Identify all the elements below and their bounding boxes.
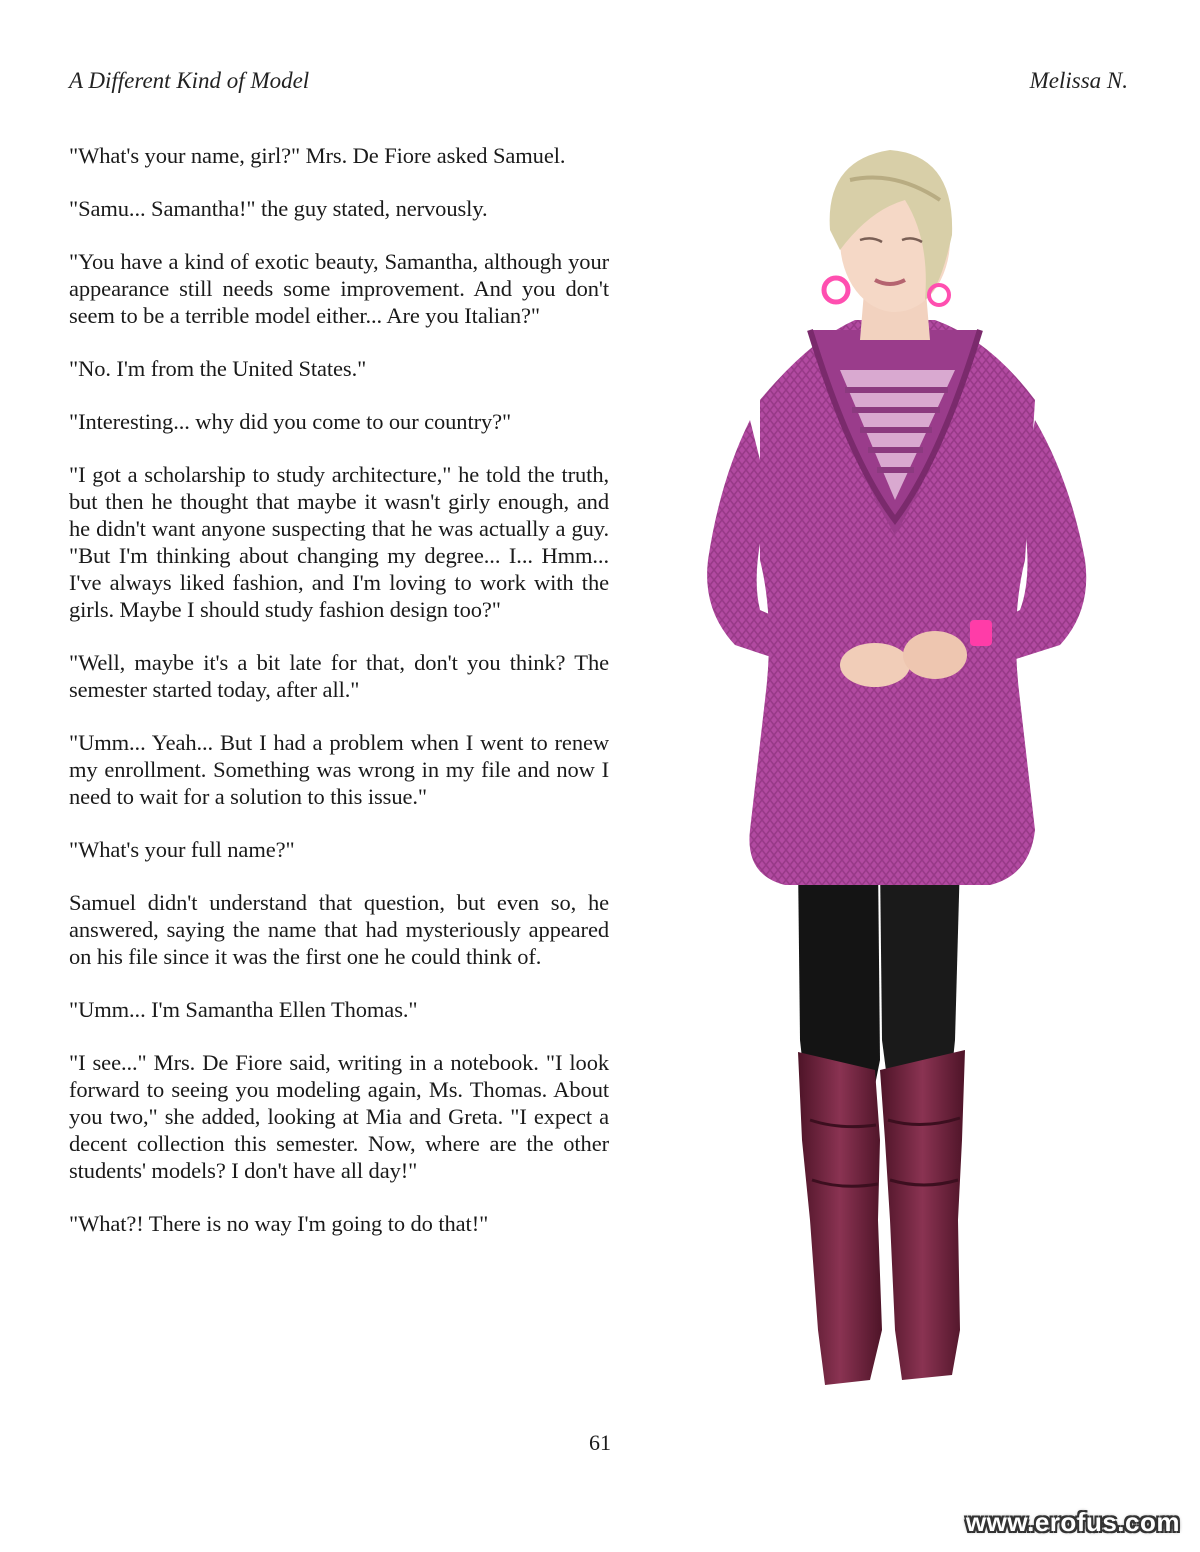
story-text — [69, 142, 609, 1237]
paragraph: "I see..." Mrs. De Fiore said, writing in a notebook. "I look forward to seeing you modeling again, Ms. Thomas. About you two," she added, looking at Mia and Greta. "I expect a decent collection this semester. Now, where are the other students' models? I don't have all day!" — [69, 1050, 609, 1183]
paragraph: "Umm... I'm Samantha Ellen Thomas." — [69, 997, 418, 1022]
paragraph: "Well, maybe it's a bit late for that, don't you think? The semester started today, after all." — [69, 650, 609, 702]
paragraph: "What's your name, girl?" Mrs. De Fiore asked Samuel. — [69, 143, 566, 168]
site-watermark: www.erofus.com — [965, 1507, 1180, 1537]
paragraph: "Interesting... why did you come to our country?" — [69, 409, 512, 434]
paragraph: "Samu... Samantha!" the guy stated, nervously. — [69, 196, 488, 221]
paragraph: "I got a scholarship to study architecture," he told the truth, but then he thought that maybe it wasn't girly enough, and he didn't want anyone suspecting that he was actually a guy. "But I'm thinking about changing my degree... I... Hmm... I've always liked fashion, and I'm loving to work with the girls. Maybe I should study fashion design too?" — [69, 462, 609, 622]
book-title: A Different Kind of Model — [69, 68, 310, 93]
paragraph: "Umm... Yeah... But I had a problem when I went to renew my enrollment. Something was wrong in my file and now I need to wait for a solution to this issue." — [69, 730, 609, 809]
author-name: Melissa N. — [1029, 68, 1128, 93]
character-illustration — [690, 140, 1120, 1390]
paragraph: "What?! There is no way I'm going to do that!" — [69, 1211, 489, 1236]
earring — [824, 278, 848, 302]
paragraph: "No. I'm from the United States." — [69, 356, 367, 381]
paragraph: Samuel didn't understand that question, but even so, he answered, saying the name that had mysteriously appeared on his file since it was the first one he could think of. — [69, 890, 609, 969]
boots — [798, 1050, 965, 1385]
page-number: 61 — [589, 1430, 611, 1455]
head — [824, 150, 952, 340]
sweater-dress — [749, 320, 1035, 885]
paragraph: "You have a kind of exotic beauty, Samantha, although your appearance still needs some improvement. And you don't seem to be a terrible model either... Are you Italian?" — [69, 249, 609, 328]
paragraph: "What's your full name?" — [69, 837, 295, 862]
